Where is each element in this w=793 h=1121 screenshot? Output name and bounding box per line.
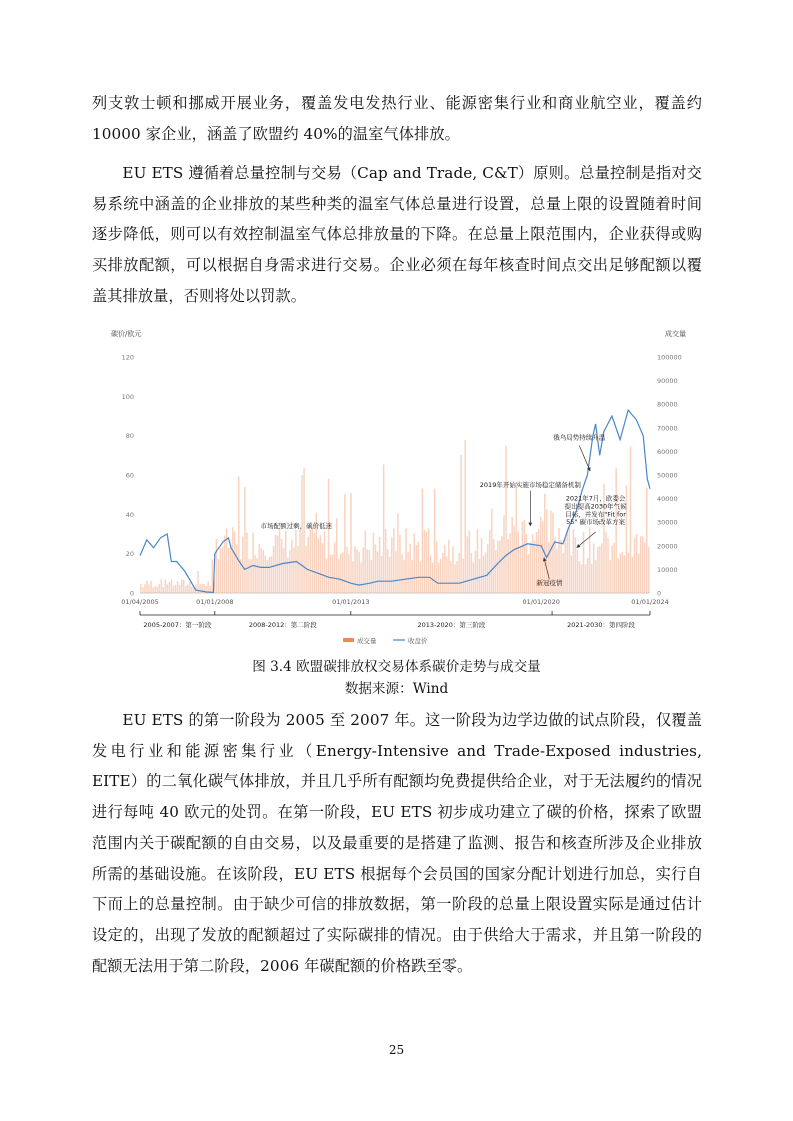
volume-bar [424,530,426,593]
volume-bar [511,517,513,593]
legend-label-price: 收盘价 [408,637,428,645]
volume-bar [161,579,163,593]
volume-bar [360,562,362,593]
chart-annotation: 俄乌局势持续升温 [553,433,606,442]
volume-bar [236,544,238,593]
volume-bar [407,552,409,593]
volume-bar [336,518,338,593]
x-tick-label: 01/01/2024 [631,598,669,606]
volume-bar [234,531,236,593]
y-tick-left: 20 [125,550,134,559]
y-tick-right: 100000 [657,353,682,362]
legend-label-volume: 成交量 [357,637,377,645]
volume-bar [409,544,411,593]
volume-bar [348,554,350,593]
volume-bar [358,552,360,593]
volume-bar [167,584,169,593]
volume-bar [452,546,454,593]
volume-bar [495,550,497,593]
volume-bar [440,559,442,593]
volume-bar [401,554,403,593]
volume-bar [607,538,609,593]
volume-bar [613,543,615,593]
volume-bar [593,543,595,593]
volume-bar [299,530,301,593]
volume-bar [252,533,254,593]
volume-bar [530,543,532,593]
volume-bar [397,513,399,593]
volume-bar [434,489,436,593]
y-tick-right: 20000 [657,542,678,551]
y-axis-left-label: 碳价/欧元 [111,330,142,338]
volume-bar [577,550,579,593]
volume-bar [275,535,277,593]
volume-bar [534,541,536,593]
y-tick-right: 70000 [657,424,678,433]
volume-bar [307,537,309,593]
volume-bar [489,530,491,593]
volume-bar [254,555,256,593]
volume-bar [144,584,146,593]
volume-bar [338,559,340,593]
volume-bar [140,584,142,593]
volume-bar [175,585,177,593]
volume-bar [467,536,469,593]
volume-bar [352,561,354,593]
volume-bar [297,546,299,593]
y-tick-right: 80000 [657,400,678,409]
volume-bar [218,559,220,593]
volume-bar [367,549,369,593]
volume-bar [520,546,522,593]
annotation-arrow [577,532,596,548]
volume-bar [269,557,271,593]
chart-legend [343,636,428,645]
chart-annotation: 提出提高2030年气候 [564,502,627,511]
volume-bar [571,555,573,593]
volume-bar [148,584,150,593]
volume-bar [377,552,379,593]
x-tick-label: 01/01/2008 [196,598,234,606]
volume-bar [487,544,489,593]
volume-bar [513,526,515,593]
volume-bar [462,558,464,593]
volume-bar [399,535,401,593]
chart-annotation: 2019年开始实施市场稳定储备机制 [479,480,581,489]
volume-bar [158,584,160,593]
volume-bar [163,587,165,593]
volume-bar [416,545,418,593]
volume-bar [522,522,524,593]
volume-bar [499,541,501,593]
x-tick-label: 01/01/2013 [332,598,370,606]
volume-bar [644,542,646,593]
volume-bar [242,537,244,593]
volume-bar [597,547,599,593]
volume-bar [450,561,452,593]
volume-bar [281,539,283,593]
volume-bar [330,555,332,593]
phase-brackets [140,611,650,629]
volume-bar [344,494,346,593]
volume-bar [471,553,473,593]
volume-bar [566,531,568,593]
volume-bar [458,553,460,593]
volume-bar [634,538,636,593]
volume-bar [444,545,446,593]
volume-bar [479,559,481,593]
volume-bar [320,535,322,593]
volume-bar [628,553,630,593]
volume-bar [311,527,313,593]
volume-bar [469,530,471,593]
volume-bar [173,586,175,593]
figure-source: 数据来源：Wind [344,681,449,697]
volume-bar [646,488,648,593]
volume-bar [636,534,638,593]
volume-bar [285,531,287,593]
carbon-price-volume-chart [108,322,688,650]
volume-bar [179,585,181,593]
volume-bar [591,564,593,593]
volume-bar [393,528,395,593]
volume-bar [518,532,520,593]
y-axis-right-label: 成交量 [665,330,686,338]
volume-bar [230,545,232,593]
volume-bar [146,580,148,593]
volume-bar [150,581,152,593]
volume-bar [438,563,440,593]
volume-bar [293,547,295,593]
volume-bar [177,581,179,593]
volume-bar [309,530,311,593]
volume-bar [224,536,226,593]
volume-bar [226,528,228,593]
volume-bar [228,548,230,593]
annotation-arrowhead [528,523,532,527]
volume-bar [350,493,352,593]
volume-bar [373,533,375,593]
volume-bar [152,588,154,593]
y-tick-right: 60000 [657,447,678,456]
volume-bar [250,559,252,593]
volume-bar [454,565,456,593]
volume-bar [632,557,634,593]
volume-bar [411,560,413,593]
volume-bar [642,536,644,593]
volume-bar [169,582,171,593]
volume-bar [630,446,632,593]
chart-annotation: 55" 碳市场改革方案 [566,518,626,527]
volume-bar [493,539,495,593]
volume-bar [526,534,528,593]
volume-bar [460,455,462,593]
volume-bar [515,486,517,593]
volume-bar [446,557,448,593]
volume-bar [430,555,432,593]
chart-annotation: 2021年7月，欧委会 [565,494,626,503]
volume-bar [238,477,240,593]
volume-bar [389,557,391,593]
volume-bar [497,541,499,593]
volume-bar [362,547,364,593]
volume-bar [564,538,566,593]
volume-bar [314,533,316,593]
phase-label: 2013-2020：第三阶段 [417,621,486,629]
volume-bar [583,532,585,593]
legend-swatch-volume [343,638,354,642]
paragraph-cap-and-trade: EU ETS 遵循着总量控制与交易（Cap and Trade, C&T）原则。总量控制是指对交易系统中涵盖的企业排放的某些种类的温室气体总量进行设置，总量上限的设置随着时间逐步降低，则可以有效控制温室气体总排放量的下降。在总量上限范围内，企业获得或购买排放配额，可以根据自身需求进行交易。企业必须在每年核查时间点交出足够配额以覆盖其排放量，否则将处以罚款。 [92,164,702,305]
volume-bar [403,560,405,593]
volume-bar [624,555,626,593]
volume-bar [617,558,619,593]
volume-bar [289,550,291,593]
volume-bar [503,515,505,593]
y-tick-right: 30000 [657,518,678,527]
volume-bar [283,548,285,593]
volume-bar [428,528,430,593]
phase-label: 2005-2007：第一阶段 [143,621,212,629]
volume-bar [432,563,434,593]
volume-bar [354,546,356,593]
volume-bar [587,558,589,593]
y-tick-left: 60 [125,471,134,480]
volume-bar [369,550,371,593]
volume-bar [426,532,428,593]
volume-bar [605,531,607,593]
x-tick-label: 01/04/2005 [121,598,159,606]
volume-bar [477,529,479,593]
volume-bar [156,587,158,593]
volume-bar [579,561,581,593]
volume-bar [524,520,526,593]
volume-bar [507,539,509,593]
volume-bar [599,546,601,593]
volume-bar [481,538,483,593]
volume-bar [379,537,381,593]
volume-bar [303,468,305,593]
y-tick-right: 90000 [657,377,678,386]
y-tick-right: 10000 [657,565,678,574]
chart-annotation: 目标，并发布"Fit for [565,510,626,519]
volume-bar [622,552,624,593]
volume-bar [171,579,173,593]
volume-bar [595,560,597,593]
volume-bar [638,554,640,593]
volume-bar [544,494,546,593]
volume-bar [573,529,575,593]
volume-bar [456,561,458,593]
volume-bar [418,542,420,593]
volume-bar [328,479,330,593]
volume-bar [562,553,564,593]
volume-bar [491,509,493,593]
chart-annotation: 新冠疫情 [536,579,563,588]
volume-bar [615,468,617,593]
volume-bar [322,543,324,593]
volume-bar [383,464,385,593]
volume-bar [324,531,326,593]
volume-bar [483,555,485,593]
y-tick-left: 100 [121,392,134,401]
volume-bar [334,543,336,593]
y-tick-left: 120 [121,353,134,362]
volume-bar [191,586,193,593]
volume-bar [509,533,511,593]
volume-bar [267,560,269,593]
volume-bar [375,544,377,593]
volume-bar [199,584,201,593]
volume-bar [609,560,611,593]
volume-bar [212,559,214,593]
volume-bar [197,571,199,593]
volume-bar [246,533,248,593]
volume-bar [271,556,273,593]
paragraph-intro: 列支敦士顿和挪威开展业务，覆盖发电发热行业、能源密集行业和商业航空业，覆盖约 10000 家企业，涵盖了欧盟约 40%的温室气体排放。 [92,94,702,143]
volume-bar [569,527,571,593]
paragraph-phase-one: EU ETS 的第一阶段为 2005 至 2007 年。这一阶段为边学边做的试点阶段，仅覆盖发电行业和能源密集行业（Energy-Intensive and Trade-Exposed industries, EITE）的二氧化碳气体排放，并且几乎所有配额均免费提供给企业，对于无法履约的情况进行每吨 40 欧元的处罚。在第一阶段，EU ETS 初步成功建立了碳的价格，探索了欧盟范围内关于碳配额的自由交易，以及最重要的是搭建了监测、报告和核查所涉及企业排放所需的基础设施。在该阶段，EU ETS 根据每个会员国的国家分配计划进行加总，实行自下而上的总量控制。由于缺少可信的排放数据，第一阶段的总量上限设置实际是通过估计设定的，出现了发放的配额超过了实际碳排的情况。由于供给大于需求，并且第一阶段的配额无法用于第二阶段，2006 年碳配额的价格跌至零。 [92,711,702,975]
volume-bar [220,548,222,593]
volume-bar [207,581,209,593]
chart-annotation: 市场配额过剩，碳价低迷 [260,522,333,531]
volume-bar [273,546,275,593]
volume-bar [356,549,358,593]
volume-bar [222,547,224,593]
volume-bar [185,586,187,593]
volume-bar [189,582,191,593]
volume-bar [263,550,265,593]
phase-label: 2021-2030：第四阶段 [567,621,636,629]
volume-bar [475,551,477,593]
volume-bar [332,554,334,593]
volume-bar [581,564,583,593]
volume-bar [387,549,389,593]
x-tick-label: 01/01/2020 [522,598,560,606]
volume-bar [232,527,234,593]
page-number: 25 [388,1043,405,1057]
y-tick-right: 0 [657,589,662,598]
volume-bar [391,537,393,593]
volume-bar [371,560,373,593]
volume-bar [301,475,303,593]
volume-bar [640,536,642,593]
volume-bar [528,554,530,593]
volume-bar [340,554,342,593]
volume-bar [448,540,450,593]
volume-bar [485,552,487,593]
volume-bar [279,529,281,593]
volume-bar [346,547,348,593]
volume-bar [385,529,387,593]
y-tick-right: 50000 [657,471,678,480]
volume-bar [256,558,258,593]
volume-bar [381,556,383,593]
volume-bar [585,564,587,593]
volume-bar [181,580,183,593]
volume-bar [154,586,156,593]
volume-bar [395,551,397,593]
volume-bar [318,538,320,593]
volume-bar [244,487,246,593]
volume-bar [187,584,189,593]
volume-bar [265,555,267,593]
volume-bar [648,547,650,593]
y-tick-left: 80 [125,432,134,441]
volume-bar [464,440,466,593]
figure-caption: 图 3.4 欧盟碳排放权交易体系碳价走势与成交量 [252,659,541,675]
annotation-arrow [579,446,590,472]
volume-bar [501,536,503,593]
volume-bar [413,533,415,593]
volume-bar [258,544,260,593]
volume-bar [620,554,622,593]
volume-bar [473,562,475,593]
phase-label: 2008-2012：第二阶段 [248,621,317,629]
volume-bar [575,537,577,593]
volume-bar [532,534,534,593]
volume-bar [442,553,444,593]
volume-bar [611,546,613,593]
volume-bar [405,528,407,593]
y-tick-left: 0 [129,589,134,598]
volume-bar [342,552,344,593]
volume-bar [601,543,603,593]
volume-bar [291,540,293,593]
volume-bar [248,559,250,593]
volume-bar [216,539,218,593]
volume-bar [436,541,438,593]
y-tick-left: 40 [125,510,134,519]
y-tick-right: 40000 [657,495,678,504]
volume-bar [142,587,144,593]
volume-bar [165,579,167,593]
volume-bar [260,548,262,593]
volume-bar [505,445,507,593]
volume-bar [183,580,185,593]
